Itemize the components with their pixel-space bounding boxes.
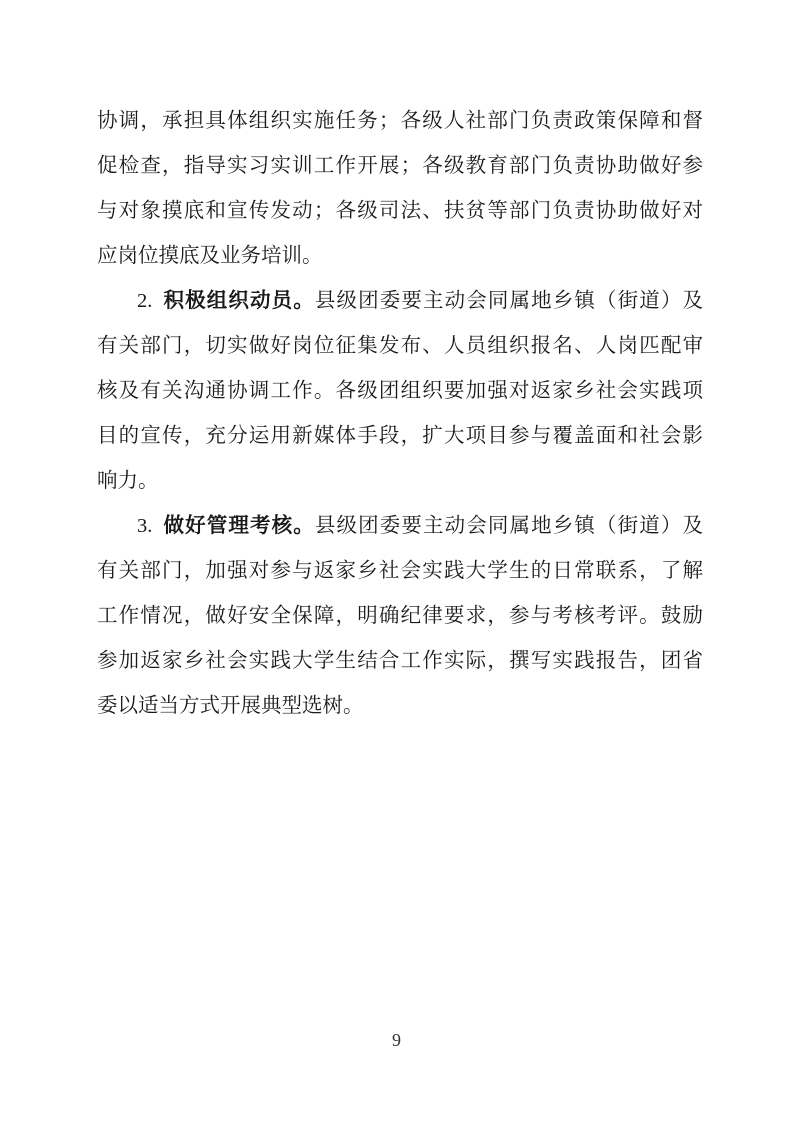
paragraph-line: 有关部门，加强对参与返家乡社会实践大学生的日常联系，了解 xyxy=(97,558,703,582)
paragraph-line: 协调，承担具体组织实施任务；各级人社部门负责政策保障和督 xyxy=(97,108,703,132)
item-text: 县级团委要主动会同属地乡镇（街道）及 xyxy=(314,513,703,537)
paragraph-line: 工作情况，做好安全保障，明确纪律要求，参与考核考评。鼓励 xyxy=(97,603,703,627)
paragraph-line: 与对象摸底和宣传发动；各级司法、扶贫等部门负责协助做好对 xyxy=(97,198,703,222)
paragraph-line: 核及有关沟通协调工作。各级团组织要加强对返家乡社会实践项 xyxy=(97,378,703,402)
item-first-line xyxy=(137,278,703,322)
item-first-line xyxy=(137,503,703,547)
paragraph-line: 有关部门，切实做好岗位征集发布、人员组织报名、人岗匹配审 xyxy=(97,333,703,357)
paragraph-line: 参加返家乡社会实践大学生结合工作实际，撰写实践报告，团省 xyxy=(97,648,703,672)
item-number: 2. xyxy=(137,290,153,312)
item-text: 县级团委要主动会同属地乡镇（街道）及 xyxy=(314,288,703,312)
item-number: 3. xyxy=(137,515,153,537)
paragraph-line: 应岗位摸底及业务培训。 xyxy=(97,243,323,267)
paragraph-line: 目的宣传，充分运用新媒体手段，扩大项目参与覆盖面和社会影 xyxy=(97,423,703,447)
paragraph-line: 响力。 xyxy=(97,468,159,492)
item-heading: 做好管理考核。 xyxy=(162,513,315,537)
paragraph-line: 委以适当方式开展典型选树。 xyxy=(97,693,364,717)
page-number: 9 xyxy=(392,1030,401,1050)
paragraph-line: 促检查，指导实习实训工作开展；各级教育部门负责协助做好参 xyxy=(97,153,703,177)
item-heading: 积极组织动员。 xyxy=(162,288,315,312)
